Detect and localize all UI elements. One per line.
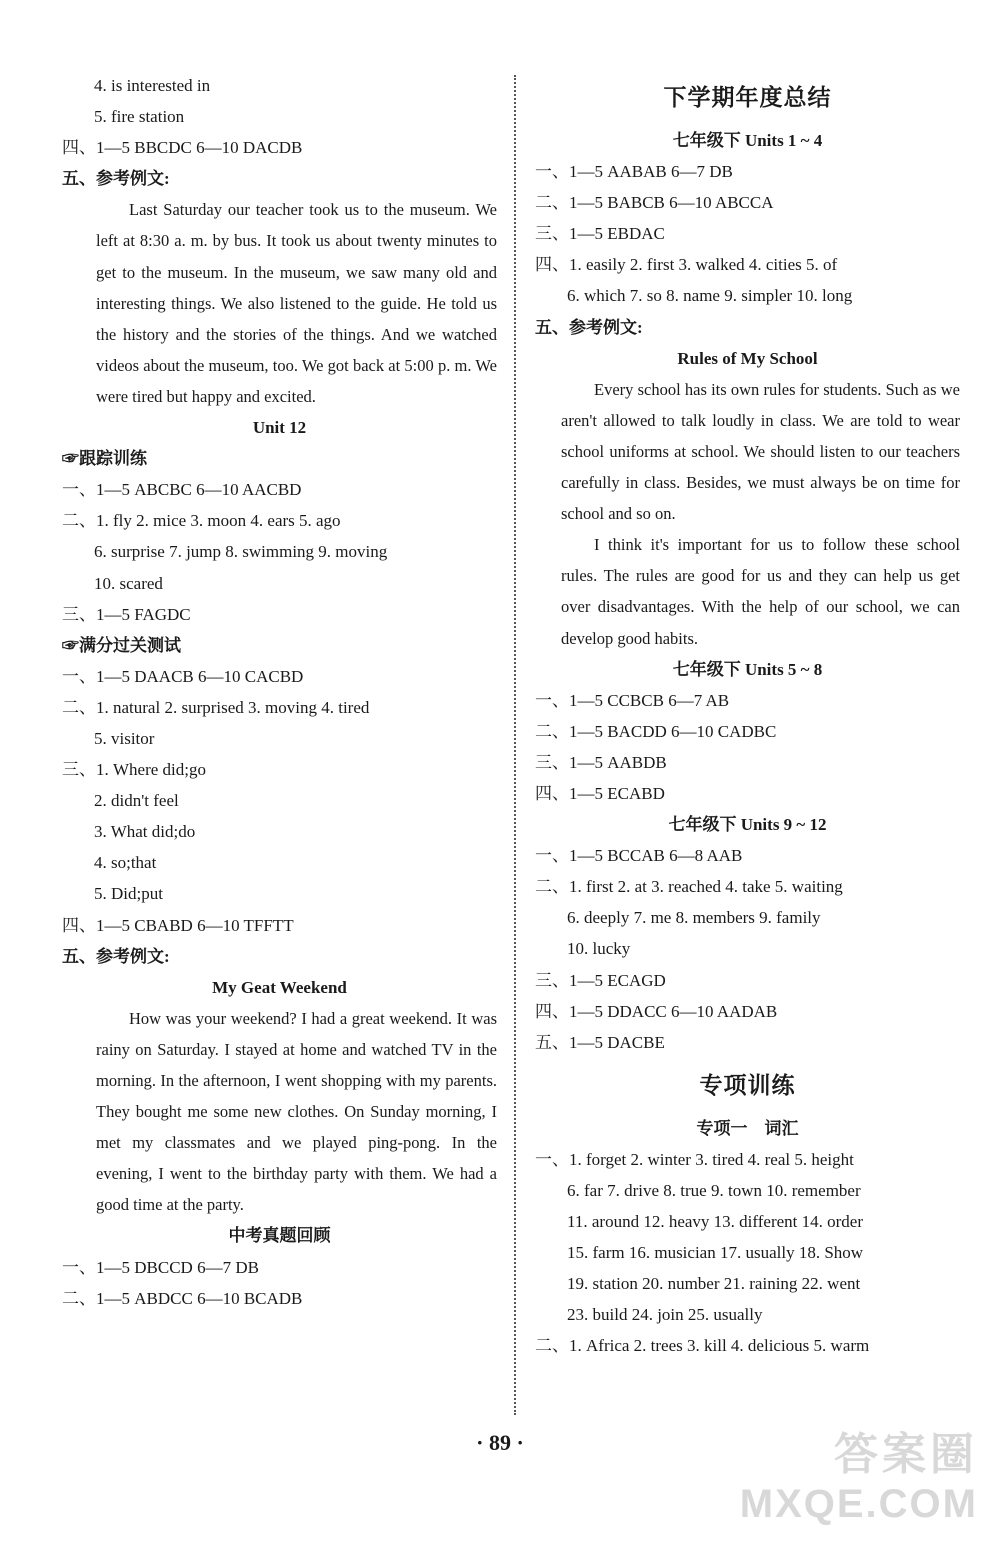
watermark xyxy=(740,1418,978,1527)
left-column xyxy=(62,70,497,1314)
answer-line: 四、1—5 ECABD xyxy=(535,783,665,803)
essay-paragraph: Every school has its own rules for students. Such as we aren't allowed to talk loudly in class. We are told to wear school uniforms at school. We should listen to our teachers carefully in class. Besides, we must always be on time for school and so on. I think it's important for us to follow these school rules. The rules are good for us and they can help us get over disadvantages. With the help of our school, we can develop good habits. xyxy=(561,379,960,648)
watermark-line2: MXQE.COM xyxy=(739,1482,978,1526)
answer-line: 5. visitor xyxy=(94,728,155,748)
answer-line: 三、1—5 EBDAC xyxy=(535,224,665,244)
answer-line: 四、1—5 BBCDC 6—10 DACDB xyxy=(62,138,303,158)
answer-line: 4. is interested in xyxy=(94,76,211,95)
essay-title: My Geat Weekend xyxy=(212,977,347,997)
essay-title: Rules of My School xyxy=(677,348,818,368)
answer-line: 10. scared xyxy=(94,573,163,593)
answer-line: 19. station 20. number 21. raining 22. went xyxy=(567,1274,861,1294)
answer-line: 二、1. Africa 2. trees 3. kill 4. delicious 5. warm xyxy=(535,1336,870,1356)
answer-line: 一、1—5 DAACB 6—10 CACBD xyxy=(62,666,304,686)
answer-line: 五、参考例文: xyxy=(62,169,170,189)
special-title: 专项训练 xyxy=(699,1072,796,1098)
section-title: Unit 12 xyxy=(252,418,307,438)
answer-line: 三、1—5 ECAGD xyxy=(535,970,666,990)
essay-paragraph: How was your weekend? I had a great weekend. It was rainy on Saturday. I stayed at home and watched TV in the morning. In the afternoon, I went shopping with my parents. They bought me some new clothes. On Sunday morning, I met my classmates and we played ping-pong. In the evening, I went to the birthday party with them. We had a good time at the party. xyxy=(96,1008,497,1215)
answer-line: 4. so;that xyxy=(94,853,157,873)
section-subtitle: ☞跟踪训练 xyxy=(62,449,147,469)
answer-line: 三、1—5 AABDB xyxy=(535,752,667,772)
column-divider xyxy=(514,75,516,1415)
answer-line: 一、1—5 ABCBC 6—10 AACBD xyxy=(62,480,302,500)
answer-line: 三、1—5 FAGDC xyxy=(62,604,191,624)
answer-line: 五、参考例文: xyxy=(62,946,170,966)
answer-line: 二、1—5 BABCB 6—10 ABCCA xyxy=(535,193,774,213)
answer-line: 五、参考例文: xyxy=(535,317,643,337)
answer-line: 四、1—5 DDACC 6—10 AADAB xyxy=(535,1001,778,1021)
section-title: 七年级下 Units 1 ~ 4 xyxy=(672,131,823,150)
answer-line: 6. which 7. so 8. name 9. simpler 10. long xyxy=(567,286,853,306)
answer-line: 一、1—5 CCBCB 6—7 AB xyxy=(535,690,730,710)
answer-line: 五、1—5 DACBE xyxy=(535,1032,665,1052)
answer-line: 一、1—5 AABAB 6—7 DB xyxy=(535,162,733,182)
answer-line: 二、1. fly 2. mice 3. moon 4. ears 5. ago xyxy=(62,511,341,531)
section-title: 七年级下 Units 5 ~ 8 xyxy=(672,659,823,679)
answer-line: 15. farm 16. musician 17. usually 18. Show xyxy=(567,1243,864,1263)
right-column xyxy=(535,70,960,1362)
answer-line: 6. surprise 7. jump 8. swimming 9. moving xyxy=(94,542,388,562)
answer-line: 二、1—5 ABDCC 6—10 BCADB xyxy=(62,1288,303,1308)
section-subtitle: ☞满分过关测试 xyxy=(62,635,181,655)
answer-line: 2. didn't feel xyxy=(94,791,179,811)
watermark-line1: 答案圈 xyxy=(834,1430,978,1479)
answer-line: 一、1—5 BCCAB 6—8 AAB xyxy=(535,846,743,866)
answer-line: 11. around 12. heavy 13. different 14. order xyxy=(567,1212,863,1232)
section-title: 七年级下 Units 9 ~ 12 xyxy=(668,815,827,835)
answer-line: 三、1. Where did;go xyxy=(62,760,206,780)
section-title: 专项一 词汇 xyxy=(696,1118,799,1138)
answer-line: 6. deeply 7. me 8. members 9. family xyxy=(567,908,821,928)
essay-paragraph: Last Saturday our teacher took us to the museum. We left at 8:30 a. m. by bus. It took us about twenty minutes to get to the museum. In the museum, we saw many old and interesting things. We also listened to the guide. He told us the history and the stories of the things. And we watched videos about the museum, too. We got back at 5:00 p. m. We were tired but happy and excited. xyxy=(96,200,497,406)
page-number: · 89 · xyxy=(476,1430,524,1455)
answer-line: 一、1. forget 2. winter 3. tired 4. real 5. height xyxy=(535,1149,854,1169)
answer-line: 二、1. first 2. at 3. reached 4. take 5. waiting xyxy=(535,877,843,897)
answer-line: 5. fire station xyxy=(94,107,185,127)
answer-line: 6. far 7. drive 8. true 9. town 10. remember xyxy=(567,1181,861,1200)
answer-line: 23. build 24. join 25. usually xyxy=(567,1305,763,1325)
answer-line: 四、1. easily 2. first 3. walked 4. cities 5. of xyxy=(535,255,838,275)
answer-line: 二、1—5 BACDD 6—10 CADBC xyxy=(535,721,777,741)
answer-line: 一、1—5 DBCCD 6—7 DB xyxy=(62,1257,259,1277)
section-title: 中考真题回顾 xyxy=(228,1226,331,1246)
answer-line: 四、1—5 CBABD 6—10 TFFTT xyxy=(62,915,294,935)
answer-line: 二、1. natural 2. surprised 3. moving 4. tired xyxy=(62,697,370,717)
answer-line: 10. lucky xyxy=(567,939,631,959)
answer-line: 3. What did;do xyxy=(94,822,196,842)
main-title: 下学期年度总结 xyxy=(663,85,832,110)
answer-line: 5. Did;put xyxy=(94,884,163,904)
